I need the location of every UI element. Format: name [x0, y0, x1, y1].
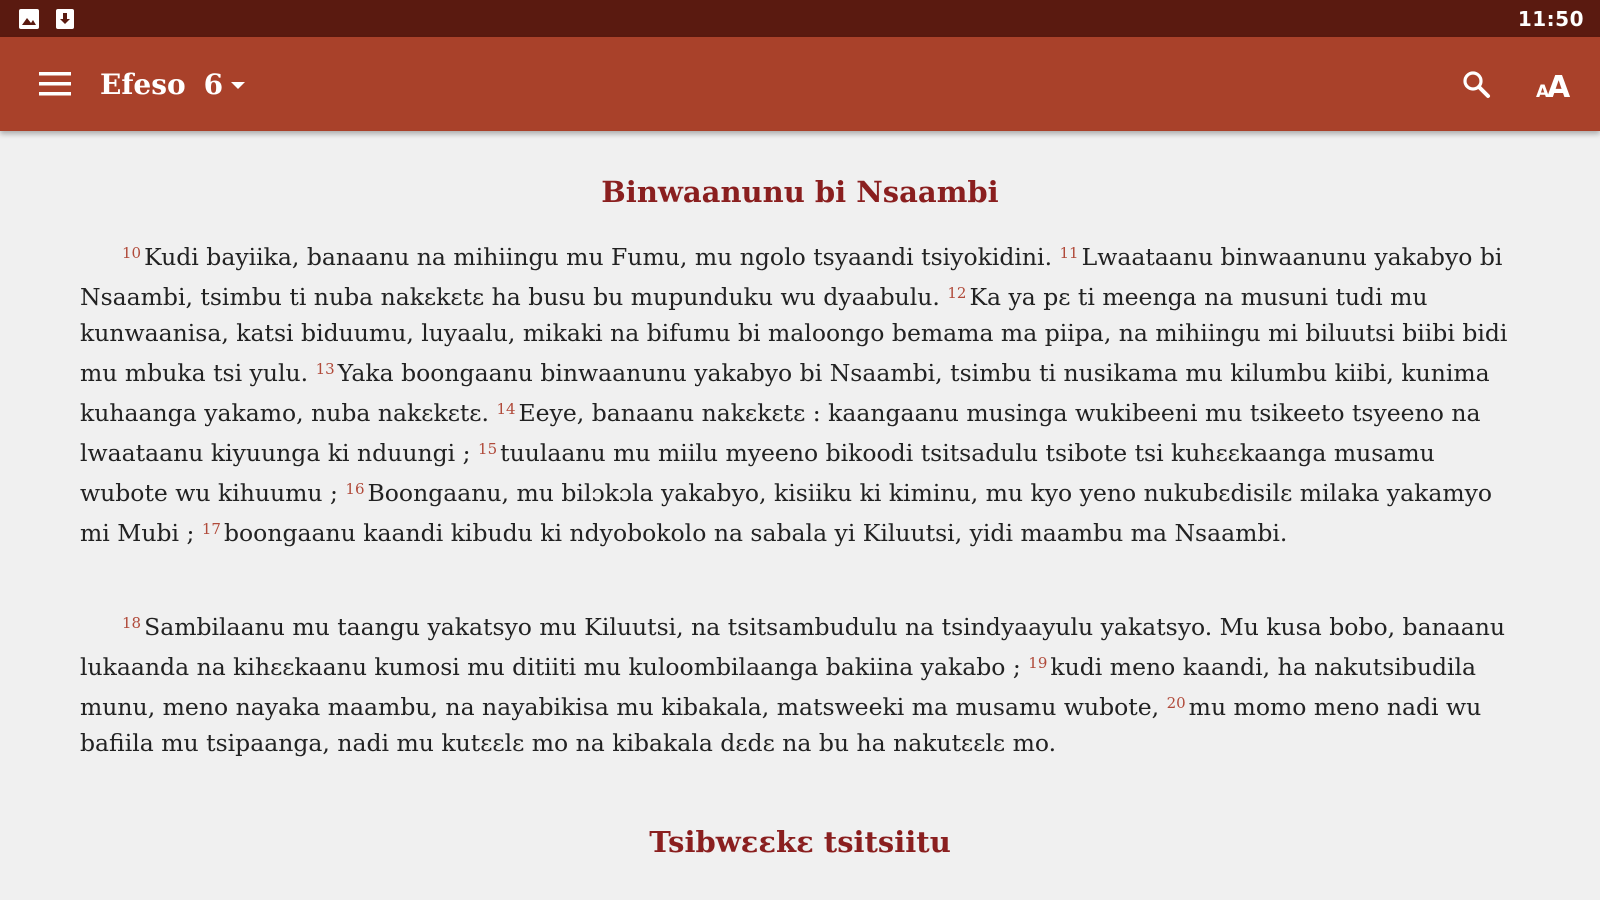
verse-text[interactable]: Ka ya pɛ ti meenga na musuni tudi mu kunwaanisa, katsi biduumu, luyaalu, mikaki na bifumu bi maloongo bemama ma piipa, na mihiingu mi biluutsi biibi bidi mu mbuka tsi yulu.	[80, 283, 1508, 387]
search-button[interactable]	[1452, 60, 1500, 108]
image-notification-icon	[18, 8, 40, 30]
verse-number[interactable]: 14	[496, 400, 516, 418]
text-size-button[interactable]	[1530, 60, 1578, 108]
verse-number[interactable]: 15	[478, 440, 498, 458]
verse-number[interactable]: 10	[122, 244, 142, 262]
svg-text:A: A	[1547, 70, 1571, 100]
verse-number[interactable]: 11	[1059, 244, 1079, 262]
app-bar	[0, 37, 1600, 131]
scripture-paragraph	[80, 235, 1520, 551]
verse-text[interactable]: mu momo meno nadi wu bafiila mu tsipaanga, nadi mu kutɛɛlɛ mo na kibakala dɛdɛ na bu ha nakutɛɛlɛ mo.	[80, 693, 1482, 757]
chapter-selector[interactable]	[100, 68, 245, 101]
text-size-icon	[1535, 68, 1573, 100]
status-bar	[0, 0, 1600, 37]
verse-number[interactable]: 19	[1028, 654, 1048, 672]
status-notification-icons	[18, 8, 76, 30]
verse-number[interactable]: 20	[1166, 694, 1186, 712]
dropdown-caret-icon	[231, 80, 245, 90]
chapter-number: 6	[203, 67, 224, 101]
verse-number[interactable]: 12	[947, 284, 967, 302]
section-heading: Tsibwɛɛkɛ tsitsiitu	[649, 825, 951, 859]
verse-text[interactable]: Lwaataanu binwaanunu yakabyo bi Nsaambi, tsimbu ti nuba nakɛkɛtɛ ha busu bu mupunduku wu dyaabulu.	[80, 243, 1503, 311]
section-heading: Binwaanunu bi Nsaambi	[601, 175, 999, 209]
verse-text[interactable]: tuulaanu mu miilu myeeno bikoodi tsitsadulu tsibote tsi kuhɛɛkaanga musamu wubote wu kihuumu ;	[80, 439, 1435, 507]
verse-text[interactable]: Yaka boongaanu binwaanunu yakabyo bi Nsaambi, tsimbu ti nusikama mu kilumbu kiibi, kunima kuhaanga yakamo, nuba nakɛkɛtɛ.	[80, 359, 1490, 427]
verse-text[interactable]: boongaanu kaandi kibudu ki ndyobokolo na sabala yi Kiluutsi, yidi maambu ma Nsaambi.	[223, 519, 1288, 547]
hamburger-menu-icon	[39, 71, 71, 97]
book-title: Efeso	[100, 67, 186, 101]
verse-text[interactable]: Sambilaanu mu taangu yakatsyo mu Kiluutsi, na tsitsambudulu na tsindyaayulu yakatsyo. Mu kusa bobo, banaanu lukaanda na kihɛɛkaanu kumosi mu ditiiti mu kuloombilaanga bakiina yakabo ;	[80, 613, 1506, 681]
verse-number[interactable]: 17	[201, 520, 221, 538]
verse-number[interactable]: 16	[345, 480, 365, 498]
download-notification-icon	[54, 8, 76, 30]
status-time: 11:50	[1517, 6, 1584, 31]
verse-number[interactable]: 13	[315, 360, 335, 378]
scripture-content[interactable]	[0, 131, 1600, 900]
verse-text[interactable]: Eeye, banaanu nakɛkɛtɛ : kaangaanu musinga wukibeeni mu tsikeeto tsyeeno na lwaataanu kiyuunga ki nduungi ;	[80, 399, 1481, 467]
verse-number[interactable]: 18	[122, 614, 142, 632]
search-icon	[1461, 69, 1491, 99]
verse-text[interactable]: kudi meno kaandi, ha nakutsibudila munu, meno nayaka maambu, na nayabikisa mu kibakala, matsweeki ma musamu wubote,	[80, 653, 1477, 721]
verse-text[interactable]: Kudi bayiika, banaanu na mihiingu mu Fumu, mu ngolo tsyaandi tsiyokidini.	[144, 243, 1060, 271]
verse-text[interactable]: Boongaanu, mu bilɔkɔla yakabyo, kisiiku ki kiminu, mu kyo yeno nukubɛdisilɛ milaka yakamyo mi Mubi ;	[80, 479, 1493, 547]
scripture-paragraph	[80, 605, 1520, 761]
menu-button[interactable]	[38, 67, 72, 101]
svg-text:A: A	[1536, 82, 1550, 100]
